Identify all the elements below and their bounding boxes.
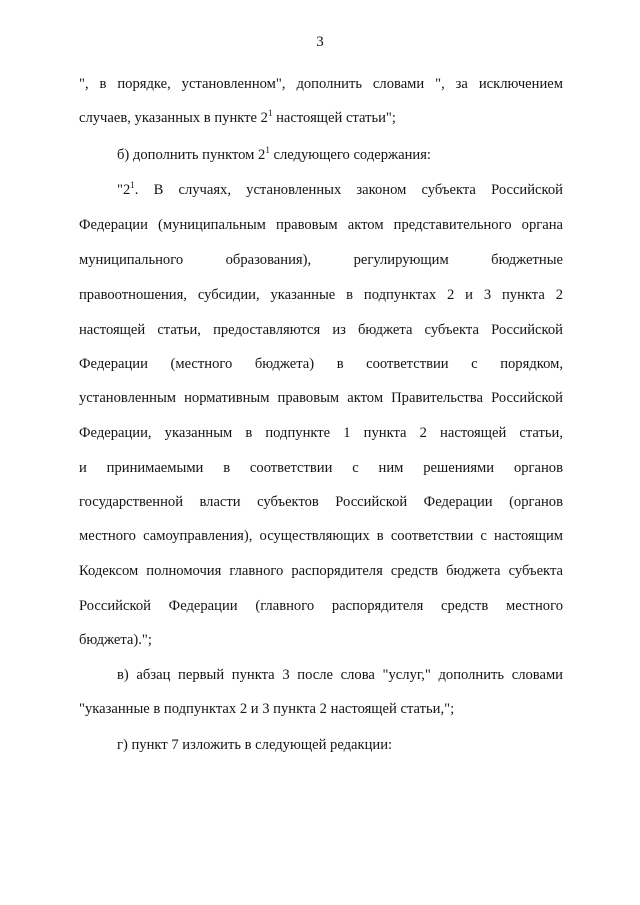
text-line: "указанные в подпунктах 2 и 3 пункта 2 настоящей статьи,";: [79, 701, 455, 717]
superscript: 1: [267, 108, 273, 118]
text-line: [117, 180, 563, 200]
text-fragment: "2: [117, 182, 131, 198]
text-fragment: настоящей статьи";: [272, 110, 396, 126]
text-line: правоотношения, субсидии, указанные в подпунктах 2 и 3 пункта 2: [79, 287, 563, 303]
text-line: настоящей статьи, предоставляются из бюджета субъекта Российской: [79, 322, 563, 338]
text-line: Российской Федерации (главного распорядителя средств местного: [79, 598, 563, 614]
page-number: 3: [316, 34, 324, 50]
superscript: 1: [265, 145, 270, 155]
text-line: муниципального образования), регулирующим бюджетные: [79, 252, 563, 268]
text-line: государственной власти субъектов Российской Федерации (органов: [79, 494, 563, 510]
text-line: установленным нормативным правовым актом Правительства Российской: [79, 390, 563, 406]
text-line: Федерации (местного бюджета) в соответствии с порядком,: [79, 356, 563, 372]
text-line: бюджета).";: [79, 632, 152, 648]
text-fragment: . В случаях, установленных законом субъекта Российской: [134, 182, 563, 198]
text-line: и принимаемыми в соответствии с ним решениями органов: [79, 460, 563, 476]
text-line: [117, 145, 431, 165]
text-line: ", в порядке, установленном", дополнить словами ", за исключением: [79, 76, 563, 92]
text-line: [79, 108, 396, 128]
text-line: Федерации, указанным в подпункте 1 пункта 2 настоящей статьи,: [79, 425, 563, 441]
text-fragment: следующего содержания:: [269, 147, 431, 163]
text-line: местного самоуправления), осуществляющих в соответствии с настоящим: [79, 528, 563, 544]
text-line: г) пункт 7 изложить в следующей редакции:: [117, 737, 393, 753]
text-line: Федерации (муниципальным правовым актом представительного органа: [79, 217, 563, 233]
superscript: 1: [130, 180, 135, 190]
text-line: Кодексом полномочия главного распорядителя средств бюджета субъекта: [79, 563, 563, 579]
text-line: в) абзац первый пункта 3 после слова "услуг," дополнить словами: [117, 667, 563, 683]
text-fragment: б) дополнить пунктом 2: [117, 147, 266, 163]
text-fragment: случаев, указанных в пункте 2: [79, 110, 268, 126]
